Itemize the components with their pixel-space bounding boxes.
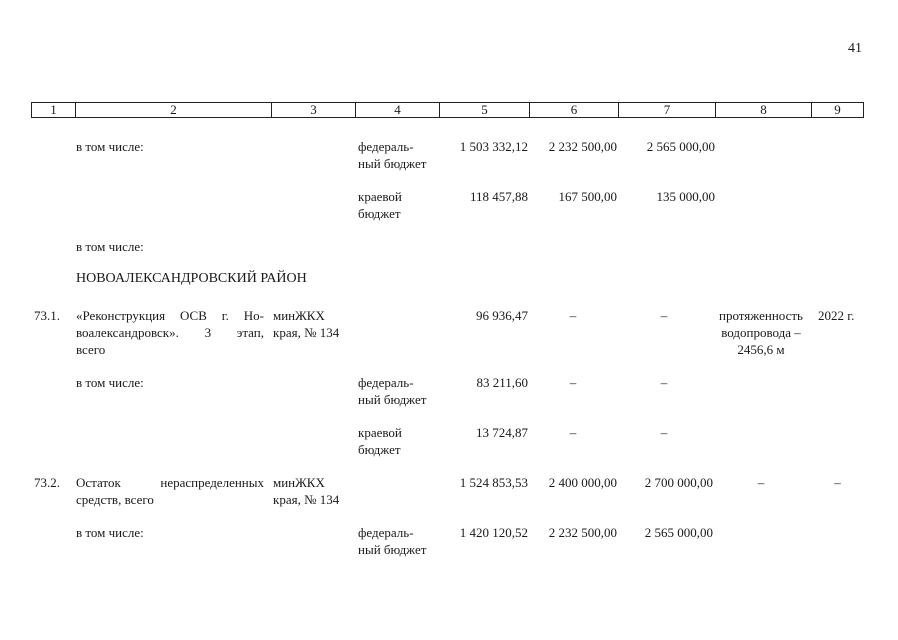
value-col6: 2 232 500,00: [548, 139, 617, 154]
project-name-word: ОСВ: [179, 308, 207, 323]
value-col7: –: [660, 425, 668, 440]
project-name-line: [76, 474, 264, 491]
header-cell-5: 5: [439, 102, 530, 118]
funding-source: федераль-: [358, 375, 414, 390]
result-indicator: –: [757, 475, 765, 490]
value-col7: –: [660, 308, 668, 323]
row-label: в том числе:: [76, 239, 144, 254]
value-col7: –: [660, 375, 668, 390]
row-number: 73.1.: [34, 308, 60, 323]
project-name-word: Но-: [243, 308, 264, 323]
project-name-line: средств, всего: [76, 492, 154, 507]
row-number: 73.2.: [34, 475, 60, 490]
result-indicator: водопровода –: [721, 325, 801, 340]
value-col7: 2 700 000,00: [644, 475, 713, 490]
value-col5: 96 936,47: [476, 308, 528, 323]
value-col5: 13 724,87: [476, 425, 528, 440]
funding-source: ный бюджет: [358, 542, 427, 557]
ministry: края, № 134: [273, 492, 340, 507]
result-indicator: 2456,6 м: [737, 342, 785, 357]
value-col7: 2 565 000,00: [646, 139, 715, 154]
project-name-word: г.: [221, 308, 229, 323]
value-col6: –: [569, 308, 577, 323]
funding-source: бюджет: [358, 206, 401, 221]
district-heading: НОВОАЛЕКСАНДРОВСКИЙ РАЙОН: [76, 271, 307, 286]
funding-source: бюджет: [358, 442, 401, 457]
project-name-word: воалександровск».: [76, 325, 179, 340]
funding-source: краевой: [358, 189, 402, 204]
value-col5: 118 457,88: [469, 189, 528, 204]
funding-source: федераль-: [358, 525, 414, 540]
header-cell-6: 6: [529, 102, 619, 118]
header-cell-7: 7: [618, 102, 716, 118]
value-col5: 1 420 120,52: [459, 525, 528, 540]
funding-source: краевой: [358, 425, 402, 440]
project-name-line: всего: [76, 342, 106, 357]
page-number: 41: [848, 41, 862, 56]
result-indicator: протяженность: [719, 308, 803, 323]
value-col6: –: [569, 375, 577, 390]
project-name-word: 3: [204, 325, 212, 340]
value-col5: 83 211,60: [476, 375, 528, 390]
header-cell-9: 9: [811, 102, 864, 118]
project-name-line: [76, 307, 264, 324]
value-col6: 167 500,00: [558, 189, 617, 204]
row-label: в том числе:: [76, 375, 144, 390]
header-cell-2: 2: [75, 102, 272, 118]
ministry: минЖКХ: [273, 308, 325, 323]
header-cell-4: 4: [355, 102, 440, 118]
value-col7: 2 565 000,00: [644, 525, 713, 540]
ministry: края, № 134: [273, 325, 340, 340]
deadline: –: [834, 475, 841, 490]
project-name-word: Остаток: [76, 475, 121, 490]
ministry: минЖКХ: [273, 475, 325, 490]
row-label: в том числе:: [76, 525, 144, 540]
project-name-word: нераспределенных: [160, 475, 264, 490]
value-col5: 1 503 332,12: [459, 139, 528, 154]
header-cell-1: 1: [31, 102, 76, 118]
deadline: 2022 г.: [818, 308, 855, 323]
value-col7: 135 000,00: [656, 189, 715, 204]
funding-source: федераль-: [358, 139, 414, 154]
row-label: в том числе:: [76, 139, 144, 154]
project-name-line: [76, 324, 264, 341]
funding-source: ный бюджет: [358, 156, 427, 171]
project-name-word: этап,: [236, 325, 264, 340]
value-col6: 2 232 500,00: [548, 525, 617, 540]
value-col6: 2 400 000,00: [548, 475, 617, 490]
header-cell-3: 3: [271, 102, 356, 118]
value-col5: 1 524 853,53: [459, 475, 528, 490]
funding-source: ный бюджет: [358, 392, 427, 407]
value-col6: –: [569, 425, 577, 440]
header-cell-8: 8: [715, 102, 812, 118]
project-name-word: «Реконструкция: [76, 308, 166, 323]
